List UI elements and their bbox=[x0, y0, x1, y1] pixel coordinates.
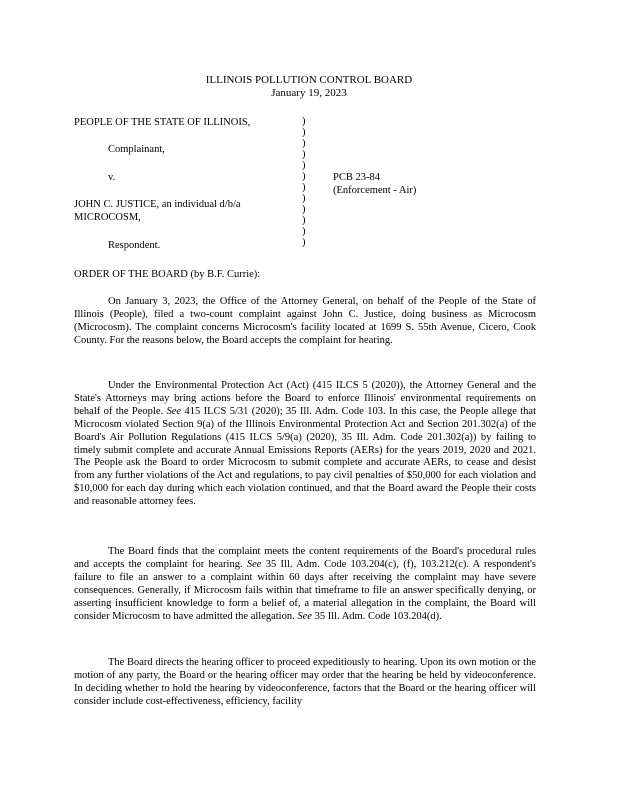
paragraph-3-text-b: 35 Ill. Adm. Code 103.204(c), (f), 103.212(c). A respondent's failure to file an answer to a complaint within 60 days after receiving the complaint may have severe consequences. Generally, if Microcosm fails within that timeframe to file an answer specifically denying, or asserting insufficient knowledge to form a belief of, a material allegation in the complaint, the Board will consider Microcosm to have admitted the allegation. bbox=[74, 558, 537, 622]
caption-paren: ) bbox=[302, 138, 306, 149]
complainant-label: Complainant, bbox=[108, 144, 165, 155]
case-number: PCB 23-84 bbox=[333, 172, 380, 183]
caption-paren: ) bbox=[302, 149, 306, 160]
paragraph-3-text-c: 35 Ill. Adm. Code 103.204(d). bbox=[314, 610, 442, 622]
respondent-label: Respondent. bbox=[108, 240, 161, 251]
caption-paren: ) bbox=[302, 237, 306, 248]
see-signal: See bbox=[166, 405, 182, 417]
paragraph-1: On January 3, 2023, the Office of the Attorney General, on behalf of the People of the State of Illinois (People), filed a two-count complaint against John C. Justice, doing business as Microcosm (Microcosm). The complaint concerns Microcosm's facility located at 1699 S. 55th Avenue, Cicero, Cook County. For the reasons below, the Board accepts the complaint for hearing. bbox=[74, 296, 536, 346]
caption-paren: ) bbox=[302, 127, 306, 138]
board-title: ILLINOIS POLLUTION CONTROL BOARD bbox=[205, 74, 413, 86]
paragraph-4: The Board directs the hearing officer to proceed expeditiously to hearing. Upon its own motion or the motion of any party, the Board or the hearing officer may order that the hearing be held by videoconference. In deciding whether to hold the hearing by videoconference, factors that the Board or the hearing officer will consider include cost-effectiveness, efficiency, facility bbox=[74, 657, 536, 707]
versus-label: v. bbox=[108, 172, 116, 183]
caption-paren: ) bbox=[302, 182, 306, 193]
caption-paren: ) bbox=[302, 160, 306, 171]
caption-paren: ) bbox=[302, 226, 306, 237]
paragraph-2 bbox=[74, 380, 536, 509]
plaintiff-name: PEOPLE OF THE STATE OF ILLINOIS, bbox=[74, 117, 251, 128]
paragraph-2-text-b: 415 ILCS 5/31 (2020); 35 Ill. Adm. Code 103. In this case, the People allege that Microcosm violated Section 9(a) of the Illinois Environmental Protection Act and Section 201.302(a) of the Board's Air Pollution Regulations (415 ILCS 5/9(a) (2020), 35 Ill. Adm. Code 201.302(a)) by failing to timely submit complete and accurate Annual Emissions Reports (AERs) for the years 2019, 2020 and 2021. The People ask the Board to order Microcosm to submit complete and accurate AERs, to cease and desist from any further violations of the Act and regulations, to pay civil penalties of $50,000 for each violation and $10,000 for each day during which each violation continued, and that the Board award the People their costs and reasonable attorney fees. bbox=[74, 405, 537, 508]
defendant-line-2: MICROCOSM, bbox=[74, 212, 141, 223]
paragraph-3 bbox=[74, 546, 536, 623]
caption-paren: ) bbox=[302, 215, 306, 226]
paragraph-2-text-a: Under the Environmental Protection Act (Act) (415 ILCS 5 (2020)), the Attorney General and the State's Attorneys may bring actions before the Board to enforce Illinois' environmental requirements on behalf of the People. bbox=[74, 380, 536, 417]
paragraph-3-text-a: The Board finds that the complaint meets the content requirements of the Board's procedural rules and accepts the complaint for hearing. bbox=[74, 546, 536, 570]
order-date: January 19, 2023 bbox=[271, 87, 347, 99]
caption-paren: ) bbox=[302, 204, 306, 215]
see-signal: See bbox=[246, 558, 262, 570]
caption-paren: ) bbox=[302, 116, 306, 127]
caption-paren: ) bbox=[302, 171, 306, 182]
case-type: (Enforcement - Air) bbox=[333, 185, 417, 196]
caption-paren: ) bbox=[302, 193, 306, 204]
order-heading: ORDER OF THE BOARD (by B.F. Currie): bbox=[74, 269, 261, 280]
see-signal: See bbox=[297, 610, 312, 622]
defendant-line-1: JOHN C. JUSTICE, an individual d/b/a bbox=[74, 199, 241, 210]
